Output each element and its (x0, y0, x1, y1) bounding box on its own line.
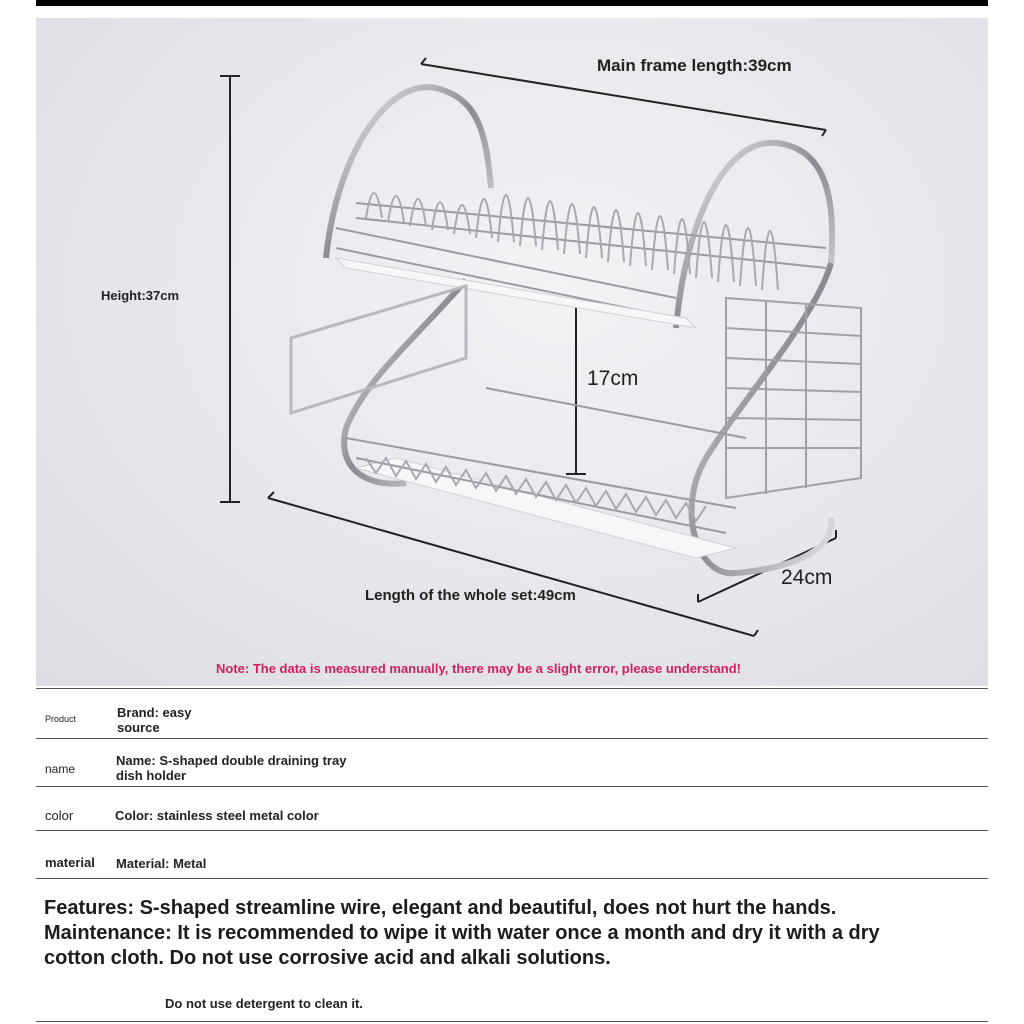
bottom-divider (36, 1021, 988, 1022)
measurement-note: Note: The data is measured manually, there may be a slight error, please understand! (216, 661, 741, 676)
spec-value-line: Color: stainless steel metal color (115, 808, 319, 823)
depth-label: 24cm (781, 566, 833, 589)
detergent-note: Do not use detergent to clean it. (165, 996, 363, 1011)
spec-value (116, 856, 206, 871)
spec-value-line: source (117, 720, 160, 735)
spec-value (117, 705, 191, 735)
spec-divider (36, 786, 988, 787)
top-drip-tray (336, 258, 696, 328)
spec-label: name (45, 762, 76, 776)
spec-value-line: Material: Metal (116, 856, 207, 871)
spec-row-name (36, 746, 988, 786)
maintenance-line: Maintenance: It is recommended to wipe it with water once a month and dry it with a dry (44, 922, 880, 944)
whole-set-length-label: Length of the whole set:49cm (365, 587, 576, 604)
spec-divider (36, 878, 988, 879)
spec-value-line: Name: S-shaped double draining tray (116, 753, 347, 768)
spec-row-color (36, 796, 988, 830)
maintenance-line-continued: cotton cloth. Do not use corrosive acid and alkali solutions. (44, 947, 611, 969)
spec-divider (36, 830, 988, 831)
tier-gap-label: 17cm (587, 367, 639, 390)
spec-label: color (45, 808, 74, 823)
dimension-lines (220, 58, 836, 636)
spec-label: material (45, 855, 95, 870)
spec-value (116, 753, 346, 783)
spec-divider (36, 688, 988, 689)
main-frame-length-label: Main frame length:39cm (597, 56, 792, 75)
spec-divider (36, 738, 988, 739)
features-line: Features: S-shaped streamline wire, elegant and beautiful, does not hurt the hands. (44, 897, 837, 919)
product-photo (36, 18, 988, 686)
dish-rack-illustration (36, 18, 988, 686)
spec-row-material (36, 842, 988, 876)
spec-value-line: dish holder (116, 768, 187, 783)
top-border (36, 0, 988, 6)
spec-value (115, 808, 319, 823)
spec-row-brand (36, 700, 988, 740)
features-text (44, 896, 988, 971)
height-label: Height:37cm (101, 288, 180, 303)
spec-value-line: Brand: easy (117, 705, 192, 720)
spec-label: Product (45, 714, 77, 724)
